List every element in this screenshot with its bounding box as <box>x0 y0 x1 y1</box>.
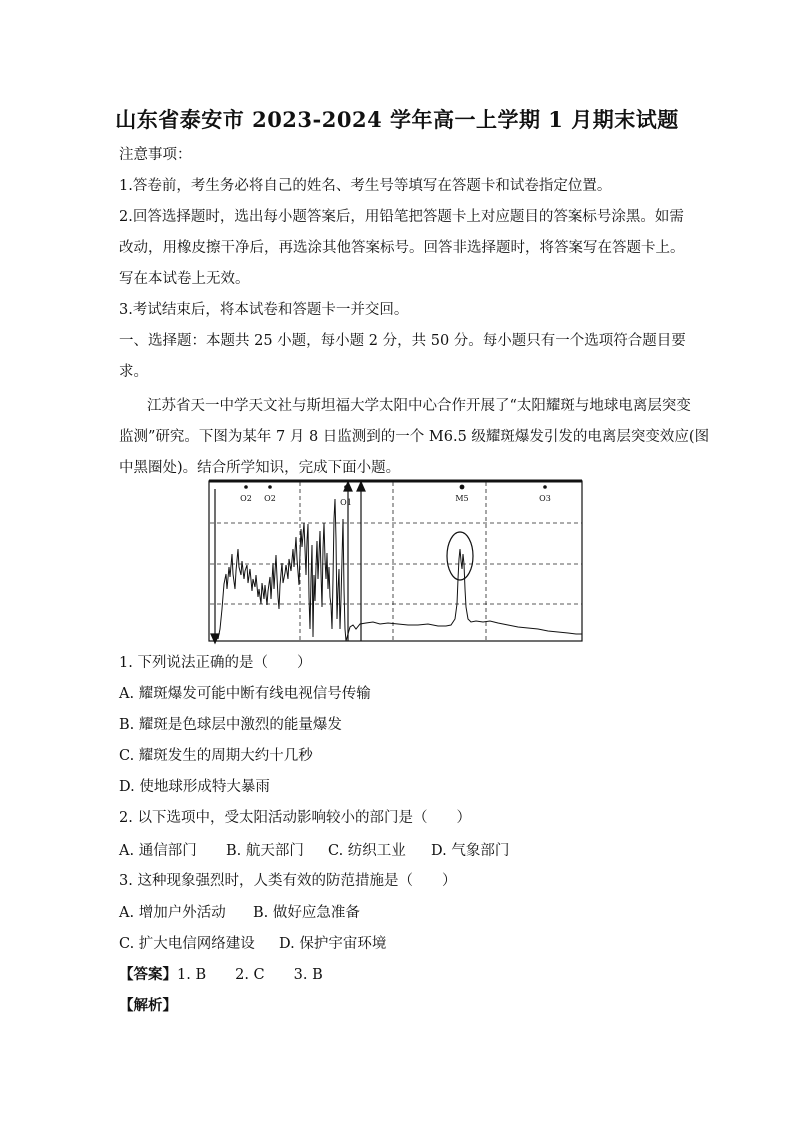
event-dot <box>268 485 272 489</box>
notice-item-3: 3.考试结束后，将本试卷和答题卡一并交回。 <box>119 302 409 318</box>
event-label-o1: O1 <box>340 498 352 507</box>
event-label-m5: M5 <box>455 494 469 503</box>
notice-item-1: 1.答卷前，考生务必将自己的姓名、考生号等填写在答题卡和试卷指定位置。 <box>119 178 612 194</box>
question-1-option-a: A. 耀斑爆发可能中断有线电视信号传输 <box>119 686 371 702</box>
answer-values: 1. B 2. C 3. B <box>177 967 323 983</box>
ionosphere-figure <box>208 479 586 645</box>
notice-heading: 注意事项： <box>119 147 192 163</box>
question-1-option-c: C. 耀斑发生的周期大约十几秒 <box>119 748 313 764</box>
material-line-3: 中黑圈处)。结合所学知识，完成下面小题。 <box>119 460 401 476</box>
event-label-o2-b: O2 <box>264 494 276 503</box>
question-3-option-d: D. 保护宇宙环境 <box>279 936 387 952</box>
event-dot <box>244 485 248 489</box>
question-3-option-a: A. 增加户外活动 <box>119 905 226 921</box>
question-1-option-d: D. 使地球形成特大暴雨 <box>119 779 270 795</box>
question-1-option-b: B. 耀斑是色球层中激烈的能量爆发 <box>119 717 342 733</box>
answer-label: 【答案】 <box>119 966 177 983</box>
event-markers <box>244 485 547 490</box>
event-label-o2-a: O2 <box>240 494 252 503</box>
chart-frame <box>209 481 582 641</box>
signal-trace <box>218 499 582 641</box>
question-3-option-b: B. 做好应急准备 <box>253 905 360 921</box>
question-3-option-c: C. 扩大电信网络建设 <box>119 936 255 952</box>
notice-item-2-line-2: 改动，用橡皮擦干净后，再选涂其他答案标号。回答非选择题时，将答案写在答题卡上。 <box>119 240 685 256</box>
page-title: 山东省泰安市 2023-2024 学年高一上学期 1 月期末试题 <box>115 107 679 132</box>
answer-line <box>119 965 679 985</box>
question-2-option-b: B. 航天部门 <box>226 843 304 859</box>
event-label-o3: O3 <box>539 494 551 503</box>
chart-grid <box>210 482 582 641</box>
question-2: 2. 以下选项中，受太阳活动影响较小的部门是（ ） <box>119 810 471 826</box>
section-heading-line-2: 求。 <box>119 364 148 380</box>
ionosphere-chart <box>208 479 586 645</box>
question-3: 3. 这种现象强烈时，人类有效的防范措施是（ ） <box>119 873 457 889</box>
event-dot <box>460 485 465 490</box>
question-2-option-a: A. 通信部门 <box>119 843 197 859</box>
section-heading-line-1: 一、选择题：本题共 25 小题，每小题 2 分，共 50 分。每小题只有一个选项符合题目要 <box>119 333 686 349</box>
analysis-label: 【解析】 <box>119 997 177 1014</box>
event-dot <box>344 485 348 489</box>
notice-item-2-line-3: 写在本试卷上无效。 <box>119 271 250 287</box>
question-2-option-c: C. 纺织工业 <box>328 843 406 859</box>
flare-highlight-circle <box>447 532 473 580</box>
question-1: 1. 下列说法正确的是（ ） <box>119 655 312 671</box>
event-dot <box>543 485 547 489</box>
material-line-2: 监测”研究。下图为某年 7 月 8 日监测到的一个 M6.5 级耀斑爆发引发的电离层突变效应(图 <box>119 429 710 445</box>
notice-item-2-line-1: 2.回答选择题时，选出每小题答案后，用铅笔把答题卡上对应题目的答案标号涂黑。如需 <box>119 209 684 225</box>
material-line-1: 江苏省天一中学天文社与斯坦福大学太阳中心合作开展了“太阳耀斑与地球电离层突变 <box>147 398 691 414</box>
question-2-option-d: D. 气象部门 <box>431 843 510 859</box>
